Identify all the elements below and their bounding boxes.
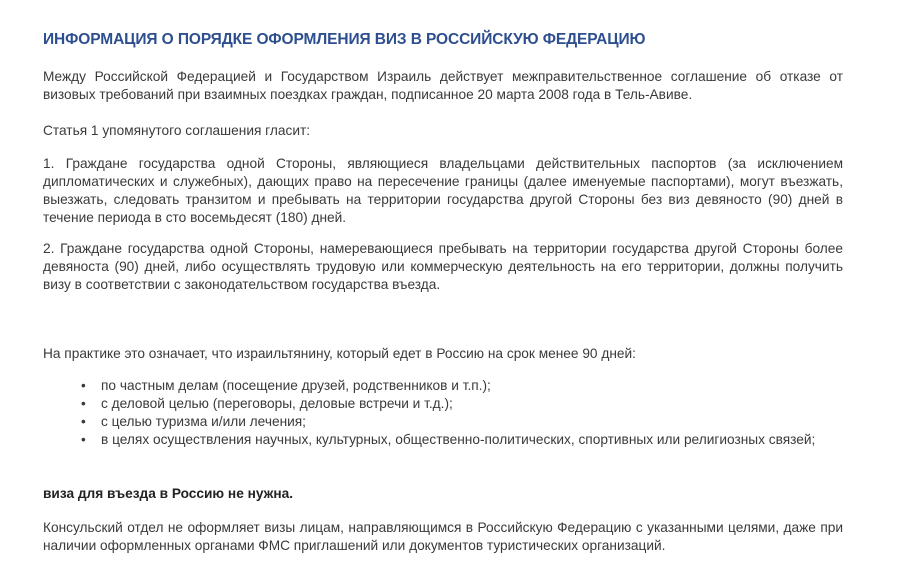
bullet-icon: • (81, 378, 86, 393)
consular-note-paragraph: Консульский отдел не оформляет визы лицам, направляющимся в Российскую Федерацию с указанными целями, даже при наличии оформленных органами ФМС приглашений или документов туристических организаций. (43, 520, 843, 553)
practice-paragraph: На практике это означает, что израильтянину, который едет в Россию на срок менее 90 дней: (43, 346, 636, 361)
bullet-icon: • (81, 414, 86, 429)
list-item-text: с деловой целью (переговоры, деловые встречи и т.д.); (101, 396, 453, 411)
list-item-text: по частным делам (посещение друзей, родственников и т.п.); (101, 378, 491, 393)
list-item (81, 431, 843, 449)
conclusion-bold-text: виза для въезда в Россию не нужна. (43, 486, 294, 501)
bullet-icon: • (81, 396, 86, 411)
list-item (81, 377, 843, 395)
intro-paragraph: Между Российской Федерацией и Государством Израиль действует межправительственное соглашение об отказе от визовых требований при взаимных поездках граждан, подписанное 20 марта 2008 года в Тель-Авиве. (43, 69, 843, 102)
article-heading-paragraph: Статья 1 упомянутого соглашения гласит: (43, 123, 311, 138)
page-title: ИНФОРМАЦИЯ О ПОРЯДКЕ ОФОРМЛЕНИЯ ВИЗ В РОССИЙСКУЮ ФЕДЕРАЦИЮ (43, 31, 646, 48)
clause-1-paragraph: 1. Граждане государства одной Стороны, являющиеся владельцами действительных паспортов (за исключением дипломатических и служебных), дающих право на пересечение границы (далее именуемые паспортами), могут въезжать, выезжать, следовать транзитом и пребывать на территории государства другой Стороны без виз девяносто (90) дней в течение периода в сто восемьдесят (180) дней. (43, 156, 843, 225)
list-item-text: с целью туризма и/или лечения; (101, 414, 306, 429)
bullet-icon: • (81, 432, 86, 447)
list-item (81, 395, 843, 413)
travel-purposes-list (81, 377, 843, 449)
list-item (81, 413, 843, 431)
clause-2-paragraph: 2. Граждане государства одной Стороны, намеревающиеся пребывать на территории государства другой Стороны более девяноста (90) дней, либо осуществлять трудовую или коммерческую деятельность на его территории, должны получить визу в соответствии с законодательством государства въезда. (43, 241, 843, 292)
list-item-text: в целях осуществления научных, культурных, общественно-политических, спортивных или религиозных связей; (101, 432, 816, 447)
